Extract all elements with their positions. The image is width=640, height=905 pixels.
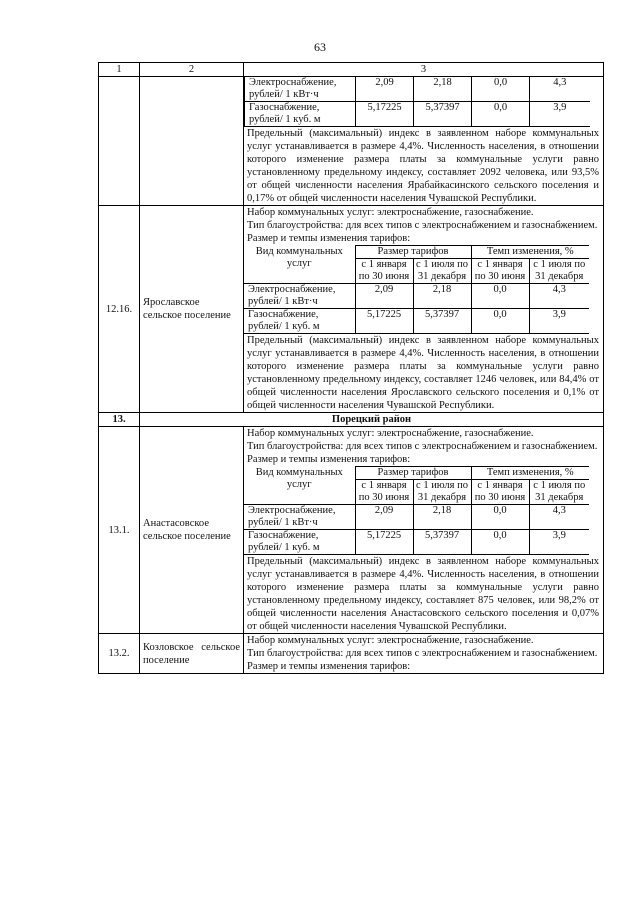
row-content [244, 634, 604, 674]
row-content [244, 206, 604, 413]
row-number: 12.16. [99, 206, 140, 413]
th-kind: Вид коммунальных услуг [244, 246, 355, 284]
improvement-type: Тип благоустройства: для всех типов с электроснабжением и газоснабжением. [247, 648, 598, 659]
tariff-row: Газоснабжение, рублей/ 1 куб. м 5,17225 5,37397 0,0 3,9 [244, 309, 589, 334]
district-row [99, 413, 604, 427]
services-set: Набор коммунальных услуг: электроснабжение, газоснабжение. [247, 428, 534, 439]
inner-tariff-table [244, 77, 590, 127]
tariff-row: Газоснабжение, рублей/ 1 куб. м 5,17225 5,37397 0,0 3,9 [245, 102, 590, 127]
district-name: Порецкий район [140, 413, 604, 427]
th-period-2: с 1 июля по 31 декабря [529, 480, 589, 505]
table-row [99, 634, 604, 674]
tariff-caption: Размер и темпы изменения тарифов: [247, 661, 411, 672]
inner-tariff-table [244, 245, 589, 334]
tariff-table [98, 62, 604, 674]
tariff-caption: Размер и темпы изменения тарифов: [247, 454, 411, 465]
services-set: Набор коммунальных услуг: электроснабжение, газоснабжение. [247, 207, 534, 218]
tariff-row: Электроснабжение, рублей/ 1 кВт·ч 2,09 2,18 0,0 4,3 [244, 284, 589, 309]
th-period-1: с 1 января по 30 июня [471, 480, 529, 505]
table-row [99, 206, 604, 413]
row-content [244, 427, 604, 634]
th-size: Размер тарифов [355, 246, 471, 259]
th-rate: Темп изменения, % [471, 246, 589, 259]
index-paragraph: Предельный (максимальный) индекс в заявленном наборе коммунальных услуг устанавливается в размере 4,4%. Численность населения, в отношении которого изменение размера платы за коммунальные услуги равно установленному предельному индексу, составляет 2092 человека, или 93,5% от общей численности населения Ярабайкасинского сельского поселения и 0,17% от общей численности населения Чувашской Республики. [247, 128, 599, 204]
tariff-caption: Размер и темпы изменения тарифов: [247, 233, 411, 244]
th-size: Размер тарифов [355, 467, 471, 480]
row-number: 13.1. [99, 427, 140, 634]
services-set: Набор коммунальных услуг: электроснабжение, газоснабжение. [247, 635, 534, 646]
th-period-1: с 1 января по 30 июня [355, 480, 413, 505]
header-col-3: 3 [244, 63, 604, 77]
page-number: 63 [314, 40, 326, 54]
index-paragraph: Предельный (максимальный) индекс в заявленном наборе коммунальных услуг устанавливается в размере 4,4%. Численность населения, в отношении которого изменение размера платы за коммунальные услуги равно установленному предельному индексу, составляет 1246 человек, или 84,4% от общей численности населения Ярославского сельского поселения и 0,1% от общей численности населения Чувашской Республики. [247, 335, 599, 411]
header-row [99, 63, 604, 77]
th-period-1: с 1 января по 30 июня [355, 259, 413, 284]
header-col-2: 2 [140, 63, 244, 77]
row-content [244, 77, 604, 206]
improvement-type: Тип благоустройства: для всех типов с электроснабжением и газоснабжением. [247, 220, 598, 231]
tariff-row: Электроснабжение, рублей/ 1 кВт·ч 2,09 2,18 0,0 4,3 [244, 505, 589, 530]
table-row [99, 77, 604, 206]
district-number: 13. [99, 413, 140, 427]
th-period-2: с 1 июля по 31 декабря [529, 259, 589, 284]
header-col-1: 1 [99, 63, 140, 77]
tariff-row: Газоснабжение, рублей/ 1 куб. м 5,17225 5,37397 0,0 3,9 [244, 530, 589, 555]
th-period-2: с 1 июля по 31 декабря [413, 480, 471, 505]
row-number: 13.2. [99, 634, 140, 674]
settlement-name: Ярославское сельское поселение [140, 206, 244, 413]
index-paragraph: Предельный (максимальный) индекс в заявленном наборе коммунальных услуг устанавливается в размере 4,4%. Численность населения, в отношении которого изменение размера платы за коммунальные услуги равно установленному предельному индексу, составляет 875 человек, или 98,2% от общей численности населения Анастасовского сельского поселения и 0,07% от общей численности населения Чувашской Республики. [247, 556, 599, 632]
th-period-1: с 1 января по 30 июня [471, 259, 529, 284]
th-period-2: с 1 июля по 31 декабря [413, 259, 471, 284]
table-row [99, 427, 604, 634]
improvement-type: Тип благоустройства: для всех типов с электроснабжением и газоснабжением. [247, 441, 598, 452]
settlement-name: Козловское сельское поселение [140, 634, 244, 674]
inner-tariff-table [244, 466, 589, 555]
th-kind: Вид коммунальных услуг [244, 467, 355, 505]
settlement-name: Анастасовское сельское поселение [140, 427, 244, 634]
th-rate: Темп изменения, % [471, 467, 589, 480]
tariff-row: Электроснабжение, рублей/ 1 кВт·ч 2,09 2,18 0,0 4,3 [245, 77, 590, 102]
